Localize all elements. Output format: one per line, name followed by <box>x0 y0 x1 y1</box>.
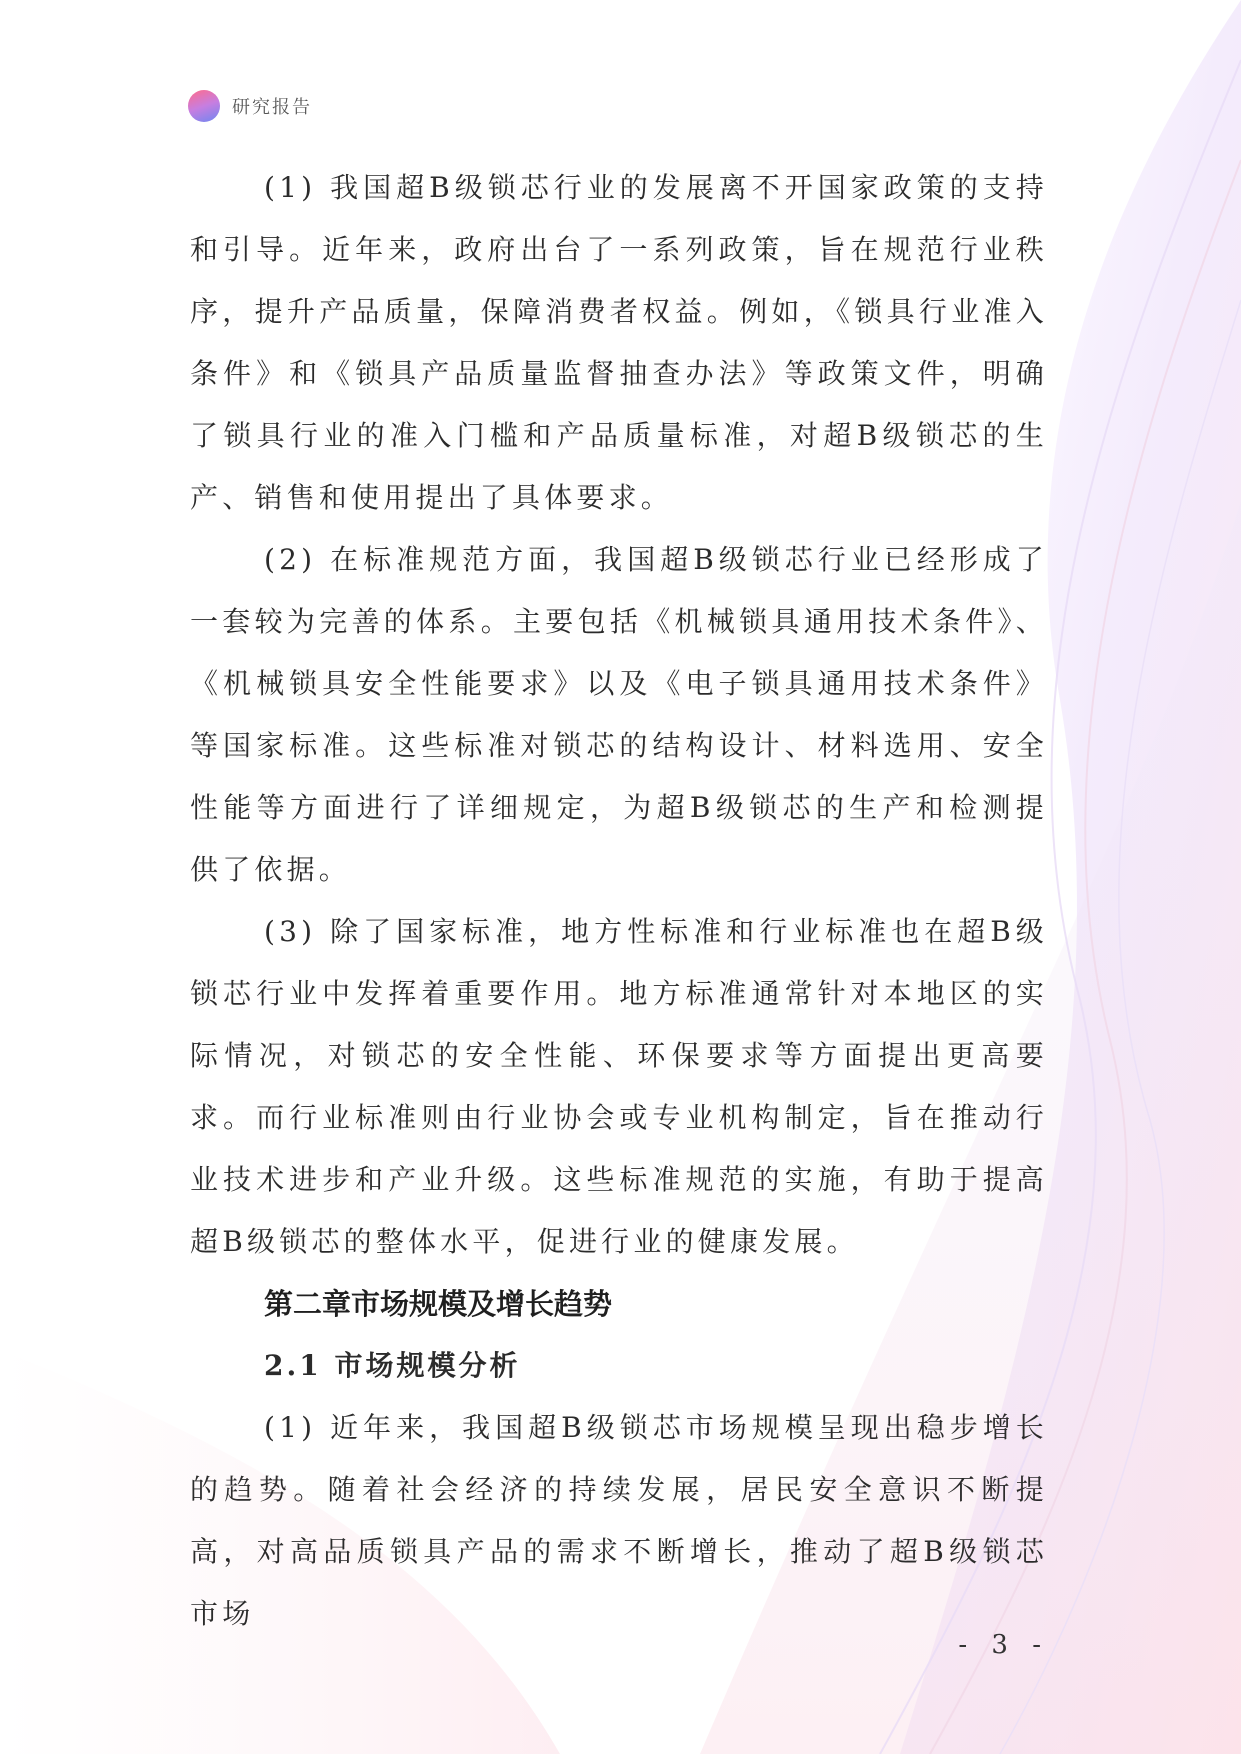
header-label: 研究报告 <box>232 97 312 118</box>
body-paragraph: (1) 近年来，我国超B级锁芯市场规模呈现出稳步增长的趋势。随着社会经济的持续发展，居民安全意识不断提高，对高品质锁具产品的需求不断增长，推动了超B级锁芯市场 <box>190 1411 1048 1630</box>
body-paragraph: (1) 我国超B级锁芯行业的发展离不开国家政策的支持和引导。近年来，政府出台了一系列政策，旨在规范行业秩序，提升产品质量，保障消费者权益。例如，《锁具行业准入条件》和《锁具产品质量监督抽查办法》等政策文件，明确了锁具行业的准入门槛和产品质量标准，对超B级锁芯的生产、销售和使用提出了具体要求。 <box>190 171 1048 514</box>
logo-icon <box>188 90 220 122</box>
section-heading: 2.1 市场规模分析 <box>264 1349 521 1382</box>
page-number: - 3 - <box>958 1630 1049 1660</box>
document-body <box>190 157 1048 1645</box>
body-paragraph: (3) 除了国家标准，地方性标准和行业标准也在超B级锁芯行业中发挥着重要作用。地方标准通常针对本地区的实际情况，对锁芯的安全性能、环保要求等方面提出更高要求。而行业标准则由行业协会或专业机构制定，旨在推动行业技术进步和产业升级。这些标准规范的实施，有助于提高超B级锁芯的整体水平，促进行业的健康发展。 <box>190 915 1048 1258</box>
body-paragraph: (2) 在标准规范方面，我国超B级锁芯行业已经形成了一套较为完善的体系。主要包括《机械锁具通用技术条件》、《机械锁具安全性能要求》以及《电子锁具通用技术条件》等国家标准。这些标准对锁芯的结构设计、材料选用、安全性能等方面进行了详细规定，为超B级锁芯的生产和检测提供了依据。 <box>190 543 1048 886</box>
report-header <box>188 90 312 122</box>
chapter-heading: 第二章市场规模及增长趋势 <box>264 1287 613 1321</box>
